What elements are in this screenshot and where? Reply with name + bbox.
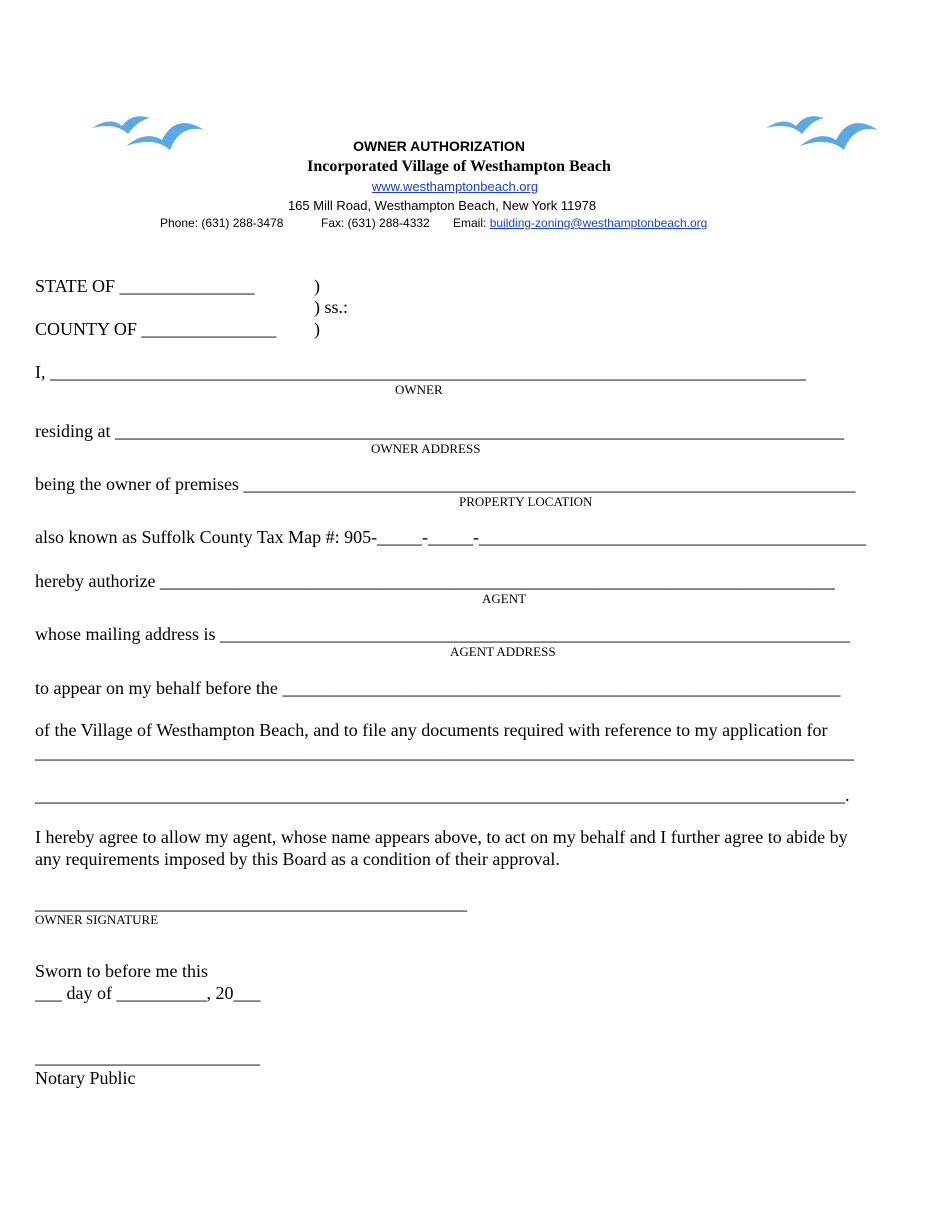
agent-address-field[interactable]: whose mailing address is ______________________________________________________________________	[35, 624, 850, 644]
email-contact	[453, 216, 707, 230]
agreement-text-line-2: any requirements imposed by this Board as a condition of their approval.	[35, 849, 560, 869]
property-location-field[interactable]: being the owner of premises ____________________________________________________________________	[35, 474, 856, 494]
fax-number: Fax: (631) 288-4332	[321, 216, 430, 230]
venue-paren-bottom: )	[314, 319, 320, 339]
website-link[interactable]: www.westhamptonbeach.org	[371, 179, 539, 194]
owner-signature-field[interactable]: ________________________________________________	[35, 893, 467, 913]
agent-caption: AGENT	[482, 591, 527, 606]
sworn-date-field[interactable]: ___ day of __________, 20___	[35, 983, 261, 1003]
venue-paren-top: )	[314, 276, 320, 296]
application-field-line-1[interactable]: ___________________________________________________________________________________________	[35, 742, 854, 762]
phone-number: Phone: (631) 288-3478	[160, 216, 284, 230]
board-name-field[interactable]: to appear on my behalf before the ______________________________________________________________	[35, 678, 841, 698]
seagull-right-back-wing	[766, 116, 824, 134]
owner-address-caption: OWNER ADDRESS	[371, 441, 481, 456]
application-field-line-2[interactable]: __________________________________________________________________________________________.	[35, 785, 850, 805]
seagull-left-back-wing	[92, 116, 150, 134]
agreement-text-line-1: I hereby agree to allow my agent, whose name appears above, to act on my behalf and I further agree to abide by	[35, 827, 848, 847]
notary-signature-field[interactable]: _________________________	[35, 1047, 260, 1067]
owner-name-field[interactable]: I, ____________________________________________________________________________________	[35, 362, 806, 382]
tax-map-field[interactable]: also known as Suffolk County Tax Map #: 905-_____-_____-___________________________________________	[35, 527, 867, 547]
notary-public-caption: Notary Public	[35, 1068, 136, 1088]
email-link[interactable]: building-zoning@westhamptonbeach.org	[489, 216, 708, 230]
agent-address-caption: AGENT ADDRESS	[450, 644, 556, 659]
county-of-field[interactable]: COUNTY OF _______________	[35, 319, 277, 339]
venue-ss: ) ss.:	[314, 297, 349, 317]
sworn-statement: Sworn to before me this	[35, 961, 208, 981]
email-label: Email:	[453, 216, 490, 230]
owner-signature-caption: OWNER SIGNATURE	[35, 912, 159, 927]
state-of-field[interactable]: STATE OF _______________	[35, 276, 255, 296]
village-name: Incorporated Village of Westhampton Beach	[307, 158, 611, 175]
agent-name-field[interactable]: hereby authorize ___________________________________________________________________________	[35, 571, 835, 591]
owner-address-field[interactable]: residing at _________________________________________________________________________________	[35, 421, 844, 441]
owner-caption: OWNER	[395, 382, 443, 397]
property-location-caption: PROPERTY LOCATION	[459, 494, 593, 509]
form-title: OWNER AUTHORIZATION	[353, 138, 525, 154]
village-statement: of the Village of Westhampton Beach, and to file any documents required with reference to my application for	[35, 720, 828, 740]
village-address: 165 Mill Road, Westhampton Beach, New York 11978	[287, 198, 597, 213]
